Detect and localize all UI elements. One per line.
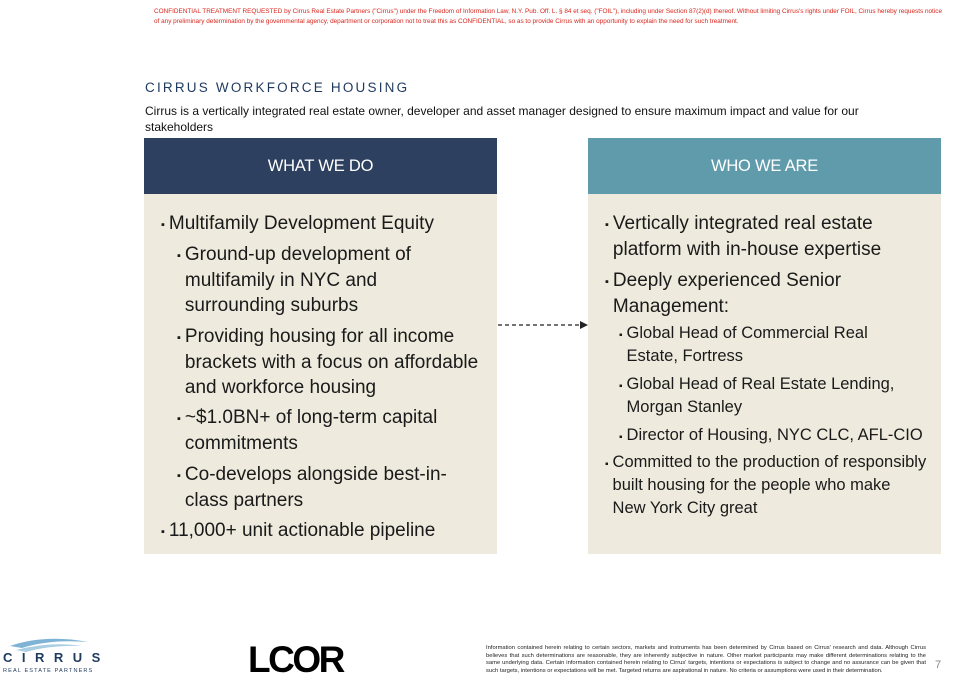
list-item: [177, 405, 487, 456]
list-item-text: Multifamily Development Equity: [168, 213, 434, 234]
list-item-text: Director of Housing, NYC CLC, AFL-CIO: [626, 426, 923, 444]
bullet-icon: ▪: [161, 526, 165, 538]
list-item: [619, 424, 939, 449]
who-we-are-header: WHO WE ARE: [588, 138, 941, 194]
bullet-icon: ▪: [619, 381, 623, 392]
list-item: [177, 462, 487, 513]
list-item: [619, 322, 929, 368]
bullet-icon: ▪: [605, 276, 609, 288]
bullet-icon: ▪: [605, 219, 609, 231]
bullet-icon: ▪: [177, 332, 181, 344]
cirrus-logo-name: CIRRUS: [3, 650, 110, 665]
list-item: [177, 324, 487, 401]
list-item-text: ~$1.0BN+ of long-term capital commitments: [184, 407, 438, 454]
bullet-icon: ▪: [161, 219, 165, 231]
list-item-text: Global Head of Real Estate Lending, Morgan Stanley: [626, 375, 895, 416]
list-item-text: Providing housing for all income brackets with a focus on affordable and workforce housing: [184, 326, 479, 398]
bullet-icon: ▪: [605, 459, 609, 470]
list-item: [605, 268, 935, 319]
bullet-icon: ▪: [177, 470, 181, 482]
dashed-arrow-icon: [498, 318, 590, 332]
bullet-icon: ▪: [619, 330, 623, 341]
list-item-text: Committed to the production of responsibly built housing for the people who make New York City great: [612, 453, 927, 517]
list-item-text: Vertically integrated real estate platform with in-house expertise: [612, 213, 882, 260]
list-item: [177, 242, 487, 319]
list-item-text: Co-develops alongside best-in-class partners: [184, 464, 447, 511]
page-number: 7: [935, 659, 942, 671]
list-item: [161, 211, 491, 239]
list-item-text: Global Head of Commercial Real Estate, Fortress: [626, 324, 868, 365]
what-we-do-panel: [144, 194, 497, 554]
list-item: [605, 451, 935, 520]
what-we-do-header: WHAT WE DO: [144, 138, 497, 194]
bullet-icon: ▪: [177, 413, 181, 425]
lcor-logo: LCOR: [248, 639, 343, 680]
list-item-text: Deeply experienced Senior Management:: [612, 270, 842, 317]
page-subtitle: Cirrus is a vertically integrated real estate owner, developer and asset manager designed to ensure maximum impact and value for our stakeholders: [145, 104, 859, 134]
cirrus-logo: [0, 632, 125, 682]
list-item: [161, 518, 491, 546]
who-we-are-panel: [588, 194, 941, 554]
footer-disclaimer: Information contained herein relating to certain sectors, markets and instruments has been determined by Cirrus based on Cirrus' research and data. Although Cirrus believes that such determinations are reasonable, they are inherently subjective in nature. Other market participants may make different determinations relating to the same underlying data. Certain information contained herein relating to Cirrus' targets, intentions or expectations is subject to change and no assurance can be given that such targets, intentions or expectations will be met. Targeted returns are aspirational in nature. No criteria or assumptions were used in their determination.: [486, 645, 926, 674]
confidential-notice: CONFIDENTIAL TREATMENT REQUESTED by Cirrus Real Estate Partners ("Cirrus") under the Freedom of Information Law, N.Y. Pub. Off. L. § 84 et seq. ("FOIL"), including under Section 87(2)(d) thereof. Without limiting Cirrus's rights under FOIL, Cirrus hereby requests notice of any preliminary determination by the governmental agency, department or corporation not to treat this as CONFIDENTIAL, so as to provide Cirrus with an opportunity to explain the need for such treatment.: [154, 8, 942, 25]
bullet-icon: ▪: [177, 250, 181, 262]
cirrus-logo-tagline: REAL ESTATE PARTNERS: [3, 668, 94, 674]
section-title: CIRRUS WORKFORCE HOUSING: [145, 80, 410, 95]
bullet-icon: ▪: [619, 432, 623, 443]
list-item-text: 11,000+ unit actionable pipeline: [168, 520, 436, 541]
list-item: [619, 373, 929, 419]
list-item-text: Ground-up development of multifamily in NYC and surrounding suburbs: [184, 244, 411, 316]
list-item: [605, 211, 935, 262]
